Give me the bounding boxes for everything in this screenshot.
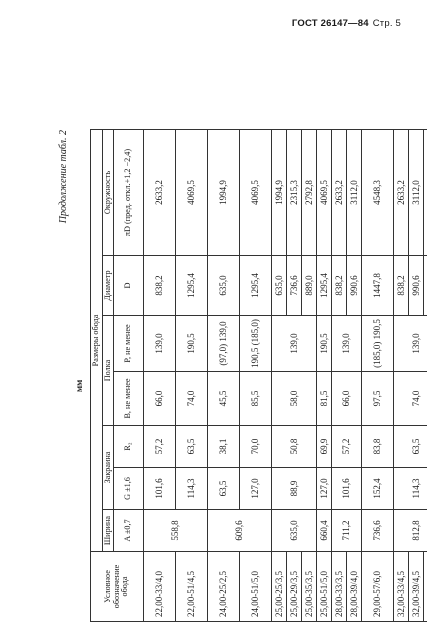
cell-r2: 69,9 [317,426,332,468]
cell-d: 1447,8 [362,256,394,316]
cell-designation: 32,00-33/4,5 [394,552,409,622]
cell-d: 1295,4 [176,256,208,316]
cell-pi-d: 4548,3 [362,129,394,255]
cell-r2: 63,5 [176,426,208,468]
cell-designation: 25,00-25/3,5 [272,552,287,622]
table-row [394,129,409,621]
cell-pi-d: 1994,9 [272,129,287,255]
cell-g: 152,4 [362,468,394,510]
cell-designation: 25,00-35/3,5 [302,552,317,622]
table-row [317,129,332,621]
unit-label: мм [74,379,84,392]
cell-p: 190,5 [317,316,332,372]
cell-p: 190,5 (185,0) [240,316,272,372]
cell-p: 139,0 [394,316,427,372]
cell-b: 66,0 [144,372,176,426]
cell-pi-d: 4069,5 [240,129,272,255]
table-row [362,129,394,621]
cell-b: 74,0 [176,372,208,426]
cell-designation: 22,00-51/4,5 [176,552,208,622]
header-designation: Условное обозначение обода [91,552,144,622]
page-number: Стр. 5 [372,18,401,29]
header-p: P, не менее [114,316,144,372]
header-width: Ширина [102,510,114,552]
cell-p: 190,5 [176,316,208,372]
cell-pi-d: 2315,3 [287,129,302,255]
cell-pi-d: 2792,8 [302,129,317,255]
cell-d: 635,0 [208,256,240,316]
header-r2: R₂ [114,426,144,468]
table-row [144,129,176,621]
cell-pi-d: 2633,2 [394,129,409,255]
header-circumference: Окружность [102,129,114,255]
cell-g: 63,5 [208,468,240,510]
cell-r2: 50,8 [272,426,317,468]
cell-d: 635,0 [272,256,287,316]
cell-pi-d: 4069,5 [317,129,332,255]
cell-g: 101,6 [332,468,362,510]
cell-pi-d: 2633,2 [332,129,347,255]
cell-designation: 28,00-33/3,5 [332,552,347,622]
cell-designation: 29,00-57/6,0 [362,552,394,622]
cell-designation: 24,00-25/2,5 [208,552,240,622]
cell-g: 127,0 [317,468,332,510]
table-row [208,129,240,621]
cell-d: 838,2 [144,256,176,316]
cell-pi-d: 1994,9 [208,129,240,255]
cell-d: 990,6 [409,256,424,316]
cell-designation: 32,00-39/4,5 [409,552,424,622]
continuation-label: Продолжение табл. 2 [58,130,69,224]
cell-d: 736,6 [287,256,302,316]
cell-pi-d: 4069,5 [176,129,208,255]
cell-d: 838,2 [394,256,409,316]
cell-r2: 70,0 [240,426,272,468]
cell-g: 114,3 [176,468,208,510]
cell-b: 81,5 [317,372,332,426]
cell-g: 101,6 [144,468,176,510]
cell-g: 114,3 [394,468,427,510]
header-diameter: Диаметр [102,256,114,316]
cell-g: 127,0 [240,468,272,510]
cell-b: 85,5 [240,372,272,426]
header-a: A ±0,7 [114,510,144,552]
table-row [272,129,287,621]
header-b: B, не менее [114,372,144,426]
cell-a: 558,8 [144,510,208,552]
cell-p: 139,0 [332,316,362,372]
cell-d: 838,2 [332,256,347,316]
cell-r2: 83,8 [362,426,394,468]
cell-p: (185,0) 190,5 [362,316,394,372]
cell-p: 139,0 [144,316,176,372]
cell-d: 990,6 [347,256,362,316]
cell-p: (97,0) 139,0 [208,316,240,372]
cell-d: 1295,4 [240,256,272,316]
cell-b: 66,0 [332,372,362,426]
header-d: D [114,256,144,316]
cell-b: 58,0 [272,372,317,426]
cell-a: 812,8 [394,510,427,552]
cell-a: 635,0 [272,510,317,552]
cell-designation: 24,00-51/5,0 [240,552,272,622]
header-flange: Закраина [102,426,114,510]
cell-d: 1295,4 [317,256,332,316]
cell-pi-d: 2633,2 [144,129,176,255]
cell-a: 736,6 [362,510,394,552]
cell-p: 139,0 [272,316,317,372]
header-shelf: Полка [102,316,114,426]
cell-g: 88,9 [272,468,317,510]
cell-designation: 22,00-33/4,0 [144,552,176,622]
cell-designation: 25,00-29/3,5 [287,552,302,622]
cell-b: 45,5 [208,372,240,426]
cell-r2: 63,5 [394,426,427,468]
header-text [292,18,401,29]
cell-a: 609,6 [208,510,272,552]
page-header [0,16,427,32]
header-g: G ±1,6 [114,468,144,510]
cell-a: 660,4 [317,510,332,552]
cell-a: 711,2 [332,510,362,552]
cell-r2: 57,2 [332,426,362,468]
cell-designation: 25,00-51/5,0 [317,552,332,622]
cell-designation: 28,00-39/4,0 [347,552,362,622]
table-row [332,129,347,621]
header-rim-dimensions: Размеры обода [91,129,103,551]
cell-b: 74,0 [394,372,427,426]
cell-pi-d: 3112,0 [347,129,362,255]
cell-pi-d: 3112,0 [409,129,424,255]
header-pi-d: πD (пред. откл.+1,2 −2,4) [114,129,144,255]
cell-r2: 38,1 [208,426,240,468]
standard-number: ГОСТ 26147—84 [291,18,369,29]
cell-d: 889,0 [302,256,317,316]
cell-b: 97,5 [362,372,394,426]
rim-dimensions-table [90,129,427,622]
cell-r2: 57,2 [144,426,176,468]
rotated-table-block [58,130,421,622]
